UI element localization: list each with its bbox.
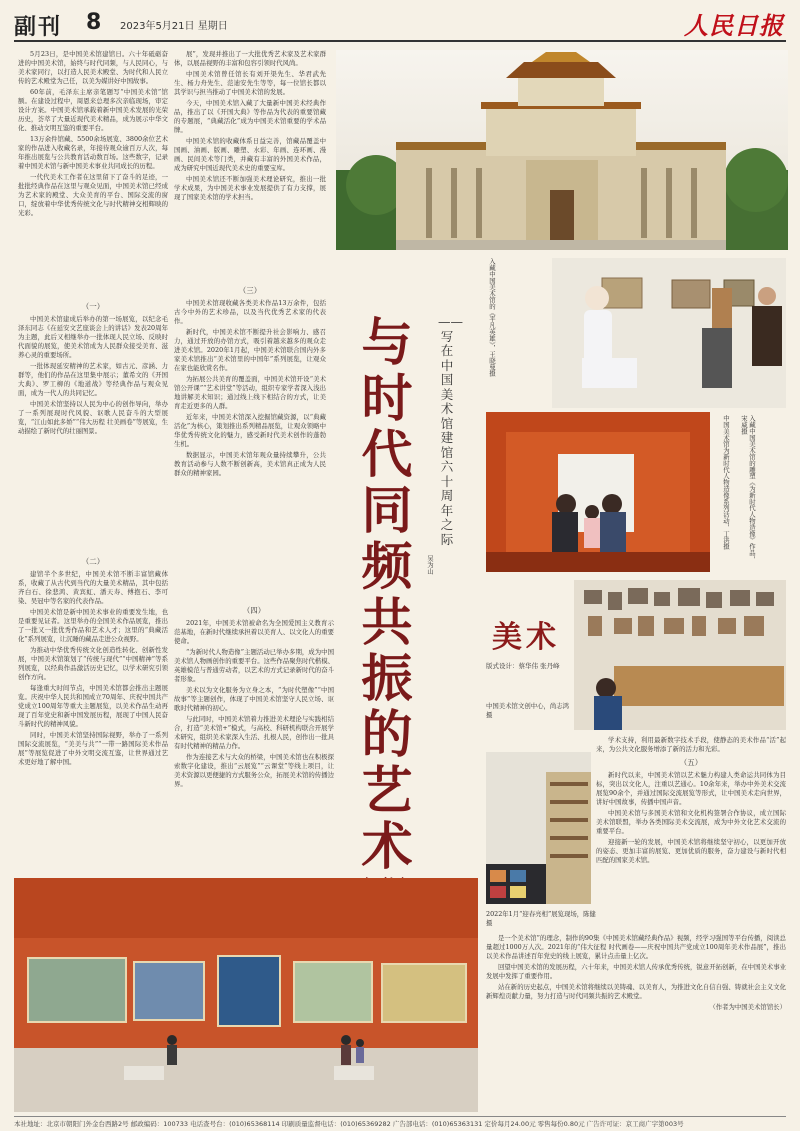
- paragraph: 新时代，中国美术馆不断提升社会影响力、感召力，通过开放的办馆方式，吸引着越来越多的观众走进美术馆。2020年1月起，中国美术馆联合国内外多家美术馆推出“美术馆里的中国年”系列展览，让观众在家也能欣赏名作。: [174, 328, 326, 372]
- paragraph: 今天，中国美术馆入藏了大量新中国美术经典作品，推出了以《开国大典》等作品为代表的重要馆藏的专题展，“典藏活化”成为中国美术馆重要的学术品牌。: [174, 99, 326, 134]
- paragraph: 每逢重大时间节点，中国美术馆都会推出主题展览。庆祝中华人民共和国成立70周年、庆祝中国共产党成立100周年等重大主题展览，以美术作品生动再现了百年党史和新中国发展历程，展现了中国人民奋斗新时代的精神风貌。: [18, 684, 168, 728]
- paragraph: 站在新的历史起点，中国美术馆将继续以美铸魂、以美育人，为推进文化自信自强、铸就社会主义文化新辉煌贡献力量，努力打造与时代同频共振的艺术殿堂。: [486, 983, 786, 1000]
- article-column-4: [486, 934, 786, 1114]
- masthead-rule: [14, 40, 786, 42]
- paragraph: “为新时代人物造像”主题活动已举办多期，成为中国美术馆人物画创作的重要平台。这些作品聚焦时代楷模、英雄模范与普通劳动者，以艺术的方式记录新时代的奋斗者形象。: [174, 648, 334, 683]
- section-heading: （二）: [81, 557, 105, 566]
- author-note: （作者为中国美术馆馆长）: [709, 1003, 786, 1011]
- museum-building-photo: [336, 50, 788, 250]
- exhibition-hall-photo: [14, 878, 478, 1112]
- paragraph: 美术以为文化服务为立身之本，“为时代塑像”“中国故事”等主题创作，体现了中国美术馆坚守人民立场、讴歌时代精神的初心。: [174, 686, 334, 712]
- paragraph: 为拓展公共美育的覆盖面，中国美术馆开设“美术馆公开课”“艺术讲堂”等活动，组织专家学者深入浅出地讲解美术知识；通过线上线下相结合的方式，让美育走近更多的人群。: [174, 375, 326, 410]
- paragraph: 是一个美术馆”的理念，制作的90集《中国美术馆藏经典作品》视频，经学习强国等平台传播，阅读总量超过1000万人次。2021年的“伟大征程 时代画卷——庆祝中国共产党成立100周年美术作品展”，推出以美术作品讲述百年党史的线上展览，累计点击量上亿次。: [486, 934, 786, 960]
- article-column-1b: [18, 298, 168, 556]
- article-title: 与时代同频共振的艺术: [361, 313, 413, 877]
- sculpture-photo: [552, 258, 786, 408]
- paragraph: 学术支持，利用最新数字技术手段，使静态的美术作品“活”起来，为公共文化服务增添了新的活力和光彩。: [596, 736, 786, 753]
- newspaper-logo: 人民日报: [684, 11, 784, 40]
- paragraph: 回望中国美术馆的发展历程，六十年来，中国美术馆人传承优秀传统，锐意开拓创新，在中国美术事业发展中发挥了重要作用。: [486, 963, 786, 980]
- design-credit: 版式设计：蔡华伟 张丹峰: [486, 662, 560, 670]
- page-number: 8: [86, 10, 102, 35]
- paragraph: 与此同时，中国美术馆着力推进美术理论与实践相结合，打造“美术馆+”模式，与高校、科研机构联合开展学术研究，组织美术家深入生活、扎根人民，创作出一批具有时代精神的精品力作。: [174, 715, 334, 750]
- library-photo: [486, 752, 591, 904]
- paragraph: 一代代美术工作者在这里留下了奋斗的足迹，一批批经典作品在这里与观众见面，中国美术馆已经成为艺术家的殿堂、大众美育的平台、国际交流的窗口，绽放着中华优秀传统文化与时代精神交相辉映的光彩。: [18, 173, 168, 217]
- paragraph: 建馆半个多世纪，中国美术馆不断丰富馆藏体系，收藏了从古代到当代的大量美术精品，其中包括齐白石、徐悲鸿、黄宾虹、潘天寿、傅抱石、李可染、吴冠中等名家的代表作品。: [18, 570, 168, 605]
- column-label: 美术: [492, 620, 560, 655]
- paragraph: 中国美术馆现收藏各类美术作品13万余件，包括古今中外的艺术珍品，以及当代优秀艺术家的代表作。: [174, 299, 326, 325]
- article-subtitle: ——写在中国美术馆建馆六十周年之际: [438, 314, 463, 547]
- paragraph: 中国美术馆与多国美术馆和文化机构签署合作协议，成立国际美术馆联盟，举办各类国际美术交流展，成为中外文化艺术交流的重要平台。: [596, 809, 786, 835]
- article-column-1c: [18, 553, 168, 871]
- paragraph: 为推动中华优秀传统文化创造性转化、创新性发展，中国美术馆策划了“传统与现代”“中国精神”等系列展览，以经典作品激活历史记忆，以学术研究引领创作方向。: [18, 646, 168, 681]
- paragraph: 中国美术馆还不断加强美术理论研究，推出一批学术成果，为中国美术事业发展提供了有力支撑，展现了国家美术馆的学术担当。: [174, 175, 326, 201]
- section-heading: （三）: [238, 286, 262, 295]
- visitors-photo: [486, 412, 710, 572]
- paragraph: 近年来，中国美术馆深入挖掘馆藏资源，以“典藏活化”为核心，策划推出系列精品展览，让观众领略中华优秀传统文化的魅力，感受新时代美术创作的蓬勃生机。: [174, 413, 326, 448]
- paragraph: 5月23日，是中国美术馆建馆日。六十年砥砺奋进的中国美术馆，始终与时代同频，与人民同心，与美术家同行，以打造人民美术殿堂、为时代和人民立传的艺术殿堂为己任，以美为媒讲好中国故事。: [18, 50, 168, 85]
- author-name: 吴为山: [426, 555, 434, 575]
- paragraph: 作为连接艺术与大众的桥梁，中国美术馆也在积极探索数字化建设，推出“云展览”“云课堂”等线上项目，让美术资源以更便捷的方式服务公众，拓展美术馆的传播边界。: [174, 753, 334, 788]
- photo-caption: 2022年1月“迎春亮相”展览现场，陈健摄: [486, 910, 596, 927]
- paragraph: 中国美术馆的收藏体系日益完善，馆藏品覆盖中国画、油画、版画、雕塑、水彩、年画、连环画、漫画、民间美术等门类，并藏有丰富的外国美术作品，成为研究中国近现代美术史的重要宝库。: [174, 137, 326, 172]
- paragraph: 60年前，毛泽东主席亲笔题写“中国美术馆”馆额。在建设过程中，周恩来总理多次亲临现场，审定设计方案。中国美术馆承载着新中国美术发展的光荣历史，荟萃了大量近现代美术精品，成为展示中华文化、推动文明互鉴的重要平台。: [18, 88, 168, 132]
- issue-date: 2023年5月21日 星期日: [120, 21, 228, 32]
- paragraph: 中国美术馆建成后举办的第一场展览，以纪念毛泽东同志《在延安文艺座谈会上的讲话》发表20周年为主题，此后又相继举办一批体现人民立场、反映时代面貌的展览，使美术馆成为人民群众接受美育、滋养心灵的重要场所。: [18, 315, 168, 359]
- paragraph: 同时，中国美术馆坚持国际视野，举办了一系列国际交流展览，“美美与共”“一带一路国际美术作品展”等展览促进了中外文明交流互鉴，让世界通过艺术更好地了解中国。: [18, 731, 168, 766]
- paragraph: 迎接新一轮的发展，中国美术馆将继续坚守初心，以更加开放的姿态、更加丰富的展览、更加优质的服务，奋力建设与新时代相匹配的国家美术馆。: [596, 838, 786, 864]
- paragraph: 中国美术馆曾任馆长有刘开渠先生、华君武先生、杨力舟先生、范迪安先生等等，每一位馆长都以其学识与担当推动了中国美术馆的发展。: [174, 70, 326, 96]
- paragraph: 数据显示，中国美术馆年观众量持续攀升，公共教育活动参与人数不断创新高，美术馆真正成为人民群众的精神家园。: [174, 451, 326, 477]
- section-heading: （五）: [679, 758, 703, 767]
- section-heading: （四）: [242, 606, 266, 615]
- section-heading: （一）: [81, 302, 105, 311]
- article-column-2: [174, 50, 326, 282]
- paragraph: 一批体现延安精神的艺术家，如古元、彦涵、力群等，他们的作品在这里集中展示；董希文的《开国大典》、罗工柳的《地道战》等经典作品与观众见面，成为一代人的共同记忆。: [18, 362, 168, 397]
- page-footer: 本社地址：北京市朝阳门外金台西路2号 邮政编码：100733 电话查号台：(010)65368114 印刷质量监督电话：(010)65369282 广告部电话：(010)65363131 定价每月24.00元 零售每份0.80元 广告许可证：京工商广字第003号: [14, 1116, 786, 1128]
- article-column-2b: [174, 282, 326, 602]
- photo-caption: 中国美术馆文创中心，尚志鸿摄: [486, 702, 570, 719]
- photo-caption: 入藏中国美术馆的雕塑《为新时代人物造像》作品，宋威摄: [740, 415, 756, 563]
- section-title: 副刊: [14, 15, 63, 40]
- photo-caption: 中国美术馆为新时代人物造像系列活动，丁洪摄: [722, 415, 730, 550]
- paragraph: 2021年，中国美术馆被命名为全国爱国主义教育示范基地，在新时代继续承担着以美育人、以文化人的重要使命。: [174, 619, 334, 645]
- creative-center-photo: [574, 580, 786, 730]
- paragraph: 13万余件馆藏、5500余场展览、3800余位艺术家的作品进入收藏名录，年接待观众逾百万人次，每年推出展览与公共教育活动数百场。这些数字，记录着中国美术馆与新中国美术事业共同成长的历程。: [18, 135, 168, 170]
- photo-caption: 入藏中国美术馆的《平凡英雄》，王晓曼摄: [488, 258, 496, 377]
- article-column-2c: [174, 602, 334, 872]
- paragraph: 展”，发现并推出了一大批优秀艺术家及艺术家群体，以展品视野的丰富和包容引领时代风尚。: [174, 50, 326, 67]
- paragraph: 新时代以来，中国美术馆以艺术魅力构建人类命运共同体为目标，突出以文化人，注重以艺通心。10余年来，举办中外美术交流展览90余个，并通过国际交流展览等形式，让中国美术走向世界，讲好中国故事，传播中国声音。: [596, 771, 786, 806]
- paragraph: 中国美术馆坚持以人民为中心的创作导向，举办了一系列展现时代风貌、讴歌人民奋斗的大型展览，“江山如此多娇”“伟大历程 壮美画卷”等展览，生动描绘了新时代的壮丽图景。: [18, 400, 168, 435]
- paragraph: 中国美术馆是新中国美术事业的重要发生地，也是重要见证者。这里举办的全国美术作品展览，推出了一批又一批优秀作品和艺术人才；这里的“典藏活化”系列展览，让沉睡的藏品走进公众视野。: [18, 608, 168, 643]
